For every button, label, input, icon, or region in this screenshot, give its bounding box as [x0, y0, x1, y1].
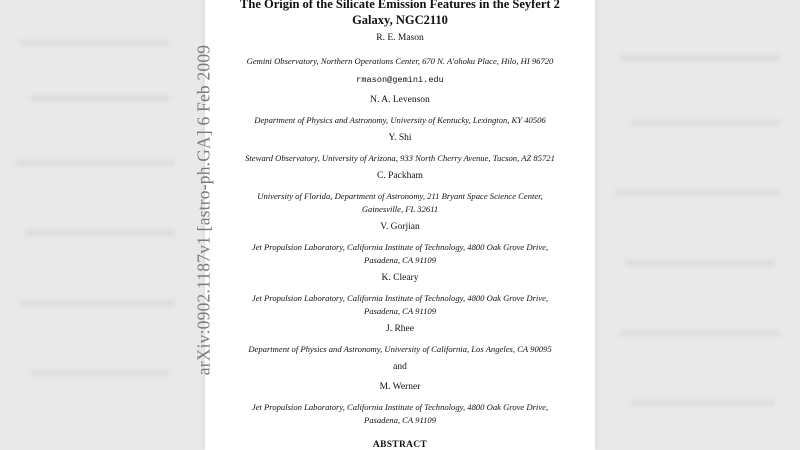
paper-title: [205, 0, 595, 28]
author-name: N. A. Levenson: [370, 95, 430, 105]
author-affiliation: Jet Propulsion Laboratory, California Institute of Technology, 4800 Oak Grove Drive,: [251, 293, 549, 303]
author-affiliation: Department of Physics and Astronomy, University of California, Los Angeles, CA 90095: [248, 344, 552, 354]
author-name: C. Packham: [377, 171, 423, 181]
abstract-heading: ABSTRACT: [372, 440, 428, 450]
arxiv-stamp: arXiv:0902.1187v1 [astro-ph.GA] 6 Feb 2009: [193, 44, 214, 376]
author-affiliation: Pasadena, CA 91109: [363, 306, 436, 316]
author-affiliation: Jet Propulsion Laboratory, California Institute of Technology, 4800 Oak Grove Drive,: [251, 242, 549, 252]
author-affiliation: Pasadena, CA 91109: [363, 415, 436, 425]
author-affiliation: Gainesville, FL 32611: [361, 204, 439, 214]
title-block: [205, 0, 595, 450]
author-affiliation: Department of Physics and Astronomy, University of Kentucky, Lexington, KY 40506: [254, 115, 546, 125]
and-separator: and: [393, 362, 407, 372]
author-affiliation: Gemini Observatory, Northern Operations Center, 670 N. A'ohoku Place, Hilo, HI 96720: [246, 56, 554, 66]
paper-title-line-1: The Origin of the Silicate Emission Features in the Seyfert 2: [240, 0, 560, 11]
author-name: V. Gorjian: [380, 222, 420, 232]
author-affiliation: Pasadena, CA 91109: [363, 255, 436, 265]
author-name: R. E. Mason: [376, 33, 424, 43]
author-email: rmason@gemini.edu: [356, 75, 444, 85]
author-affiliation: Jet Propulsion Laboratory, California Institute of Technology, 4800 Oak Grove Drive,: [251, 402, 549, 412]
author-name: K. Cleary: [381, 273, 419, 283]
author-name: M. Werner: [379, 382, 421, 392]
author-affiliation: University of Florida, Department of Astronomy, 211 Bryant Space Science Center,: [257, 191, 543, 201]
author-affiliation: Steward Observatory, University of Arizona, 933 North Cherry Avenue, Tucson, AZ 85721: [245, 153, 555, 163]
paper-page: [205, 0, 595, 450]
author-name: J. Rhee: [386, 324, 414, 334]
paper-title-line-2: Galaxy, NGC2110: [352, 13, 448, 27]
author-name: Y. Shi: [388, 133, 412, 143]
